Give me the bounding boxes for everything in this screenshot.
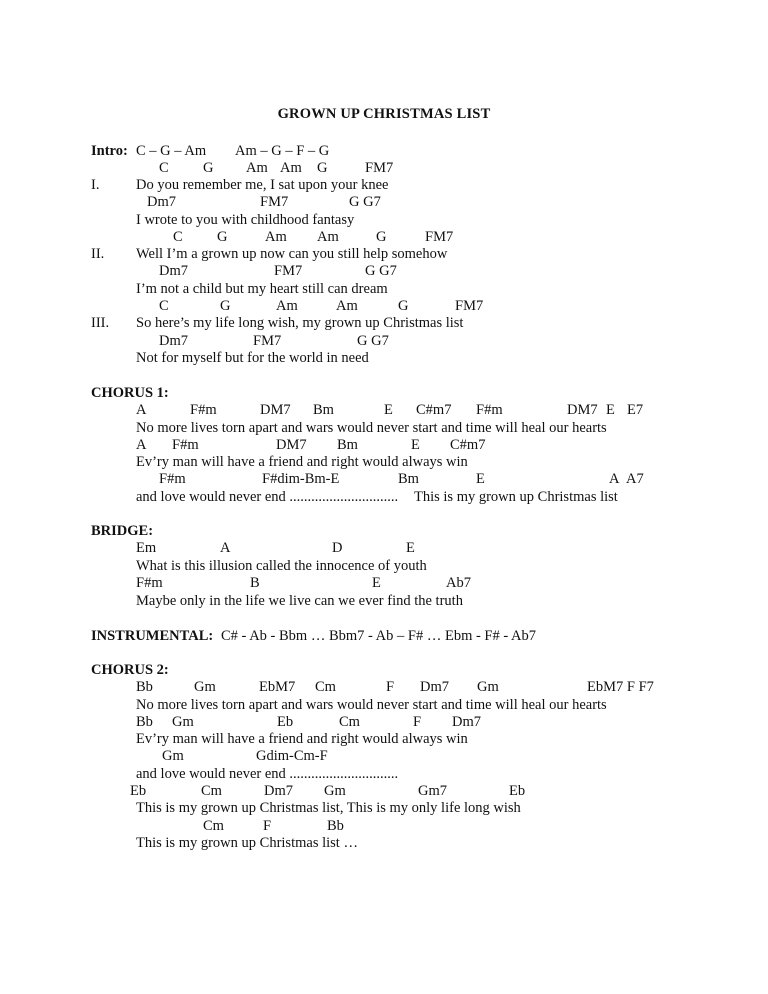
- chord: Cm: [315, 679, 336, 695]
- chord: FM7: [365, 160, 394, 176]
- chord: E: [372, 575, 381, 591]
- lyric-line: and love would never end ..............................: [136, 766, 399, 782]
- lyric-line: Not for myself but for the world in need: [136, 350, 369, 366]
- chord: Am: [246, 160, 268, 176]
- chord: G: [203, 160, 214, 176]
- chord: DM7: [276, 437, 307, 453]
- chord: Bm: [313, 402, 334, 418]
- chord: G: [220, 298, 231, 314]
- chord: Gdim-Cm-F: [256, 748, 328, 764]
- chord: Bb: [327, 818, 344, 834]
- lyric-line: Ev’ry man will have a friend and right would always win: [136, 731, 468, 747]
- chord: C#m7: [416, 402, 452, 418]
- lyric-line: I’m not a child but my heart still can dream: [136, 281, 388, 297]
- chord: FM7: [274, 263, 303, 279]
- chord: Bb: [136, 714, 153, 730]
- chord: F#m: [159, 471, 186, 487]
- bridge-heading: BRIDGE:: [91, 523, 154, 539]
- chord: Eb: [130, 783, 147, 799]
- chord: E7: [627, 402, 644, 418]
- chord: G G7: [357, 333, 389, 349]
- chord: EbM7: [259, 679, 296, 695]
- lyric-line: No more lives torn apart and wars would never start and time will heal our hearts: [136, 420, 607, 436]
- chord: Cm: [339, 714, 360, 730]
- chord: Gm: [324, 783, 346, 799]
- chord: Eb: [277, 714, 294, 730]
- chord: Dm7: [147, 194, 176, 210]
- lyric-line: This is my grown up Christmas list: [414, 489, 618, 505]
- chord: G: [376, 229, 387, 245]
- chord: C: [159, 160, 169, 176]
- chord: Am: [336, 298, 358, 314]
- verse-number: II.: [91, 246, 105, 262]
- chord: FM7: [425, 229, 454, 245]
- chord: Gm: [172, 714, 194, 730]
- chord: Gm: [477, 679, 499, 695]
- chorus-1-heading: CHORUS 1:: [91, 385, 169, 401]
- chord: Bm: [337, 437, 358, 453]
- chord: F#m: [136, 575, 163, 591]
- instrumental-chords: C# - Ab - Bbm … Bbm7 - Ab – F# … Ebm - F# - Ab7: [221, 628, 536, 644]
- chord: G: [217, 229, 228, 245]
- chord: E: [606, 402, 615, 418]
- chord: B: [250, 575, 260, 591]
- chord: FM7: [253, 333, 282, 349]
- chord: Gm: [162, 748, 184, 764]
- chord: Eb: [509, 783, 526, 799]
- chord: DM7: [260, 402, 291, 418]
- chord: A: [136, 402, 147, 418]
- chord: Am: [280, 160, 302, 176]
- chord: Gm7: [418, 783, 447, 799]
- song-title: GROWN UP CHRISTMAS LIST: [277, 106, 491, 122]
- verse-number: I.: [91, 177, 100, 193]
- chord: Bm: [398, 471, 419, 487]
- chord: F: [386, 679, 395, 695]
- chord: DM7: [567, 402, 598, 418]
- lyric-line: No more lives torn apart and wars would never start and time will heal our hearts: [136, 697, 607, 713]
- chord: EbM7 F F7: [587, 679, 654, 695]
- chord: F#m: [190, 402, 217, 418]
- chord: G: [317, 160, 328, 176]
- chord: F#m: [476, 402, 503, 418]
- chord: Cm: [203, 818, 224, 834]
- chord: D: [332, 540, 343, 556]
- lyric-line: This is my grown up Christmas list, This is my only life long wish: [136, 800, 521, 816]
- chord: A: [136, 437, 147, 453]
- chord: Dm7: [264, 783, 293, 799]
- chorus-2-heading: CHORUS 2:: [91, 662, 169, 678]
- lyric-line: This is my grown up Christmas list …: [136, 835, 358, 851]
- intro-chords-1: C – G – Am: [136, 143, 207, 159]
- chord: Dm7: [159, 333, 188, 349]
- chord: Am: [276, 298, 298, 314]
- lyric-line: Ev’ry man will have a friend and right would always win: [136, 454, 468, 470]
- chord: F#m: [172, 437, 199, 453]
- chord: F#dim-Bm-E: [262, 471, 340, 487]
- chord: A7: [626, 471, 644, 487]
- chord: C: [173, 229, 183, 245]
- lyric-line: What is this illusion called the innocence of youth: [136, 558, 427, 574]
- chord: Am: [265, 229, 287, 245]
- chord: F: [263, 818, 272, 834]
- chord: Am: [317, 229, 339, 245]
- chord: G G7: [365, 263, 397, 279]
- chord: A: [220, 540, 231, 556]
- chord: Bb: [136, 679, 153, 695]
- lyric-line: I wrote to you with childhood fantasy: [136, 212, 355, 228]
- chord: Em: [136, 540, 157, 556]
- chord: F: [413, 714, 422, 730]
- intro-chords-2: Am – G – F – G: [235, 143, 330, 159]
- chord: FM7: [260, 194, 289, 210]
- chord: C: [159, 298, 169, 314]
- chord: Ab7: [446, 575, 471, 591]
- lyric-line: Well I’m a grown up now can you still help somehow: [136, 246, 448, 262]
- chord: FM7: [455, 298, 484, 314]
- lyric-line: and love would never end ..............................: [136, 489, 399, 505]
- chord: Cm: [201, 783, 222, 799]
- chord: Dm7: [452, 714, 481, 730]
- chord: E: [411, 437, 420, 453]
- intro-label: Intro:: [91, 143, 128, 159]
- chord: G: [398, 298, 409, 314]
- chord: E: [476, 471, 485, 487]
- chord: Dm7: [420, 679, 449, 695]
- lyric-line: Do you remember me, I sat upon your knee: [136, 177, 389, 193]
- lyric-line: So here’s my life long wish, my grown up Christmas list: [136, 315, 464, 331]
- chord: E: [384, 402, 393, 418]
- chord: E: [406, 540, 415, 556]
- chord: A: [609, 471, 620, 487]
- chord: Dm7: [159, 263, 188, 279]
- instrumental-heading: INSTRUMENTAL:: [91, 628, 214, 644]
- verse-number: III.: [91, 315, 110, 331]
- chord: G G7: [349, 194, 381, 210]
- lyric-line: Maybe only in the life we live can we ever find the truth: [136, 593, 463, 609]
- chord: Gm: [194, 679, 216, 695]
- chord: C#m7: [450, 437, 486, 453]
